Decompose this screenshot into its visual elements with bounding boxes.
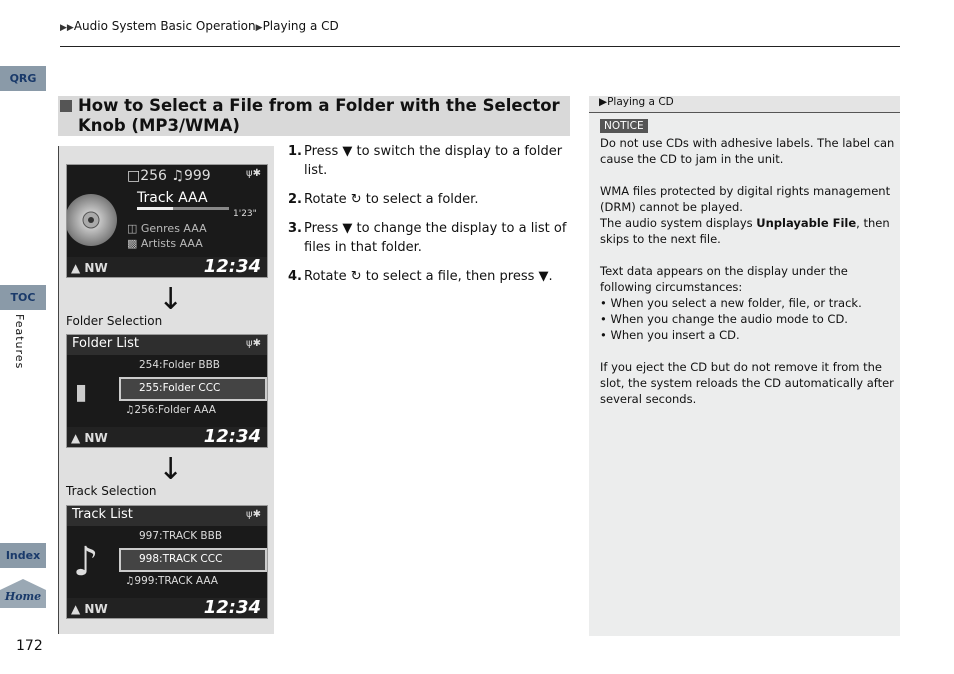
down-arrow-icon: ↓ [158, 452, 184, 487]
step-text: to switch the display to a folder list. [304, 144, 563, 178]
header-rule [60, 46, 900, 47]
notice-badge: NOTICE [600, 119, 648, 133]
track-list-title: Track List [72, 507, 133, 522]
knob-press-icon: ▼ [342, 144, 353, 159]
toc-tab[interactable] [0, 285, 46, 310]
step-text: to select a folder. [361, 192, 479, 207]
display-screen-folder-list [66, 334, 268, 448]
note-text: The audio system displays [600, 216, 757, 230]
step-text: . [548, 269, 553, 284]
compass-direction: ▲ NW [71, 261, 108, 275]
folder-track-count [127, 168, 211, 184]
caption-track-selection: Track Selection [66, 484, 157, 498]
steps-list [288, 142, 578, 296]
list-item-text: 256:Folder AAA [134, 404, 216, 416]
status-bar [67, 257, 267, 277]
display-screen-track-list [66, 505, 268, 619]
index-tab[interactable] [0, 543, 46, 568]
direction-text: NW [84, 602, 108, 616]
step-text: Press [304, 144, 343, 159]
list-item-selected[interactable]: 998:TRACK CCC [139, 553, 223, 565]
list-item-text: 999:TRACK AAA [134, 575, 218, 587]
track-count: 999 [183, 168, 211, 184]
usb-bluetooth-icon: ψ✱ [246, 509, 261, 520]
list-item[interactable] [125, 404, 216, 416]
step-number: 2. [288, 192, 302, 207]
clock: 12:34 [203, 597, 261, 618]
usb-bluetooth-icon: ψ✱ [246, 168, 261, 179]
folder-count: 256 [140, 168, 167, 184]
artist-line [127, 237, 203, 250]
folder-graphic-icon: ▮ [75, 380, 88, 405]
track-time: 1'23" [233, 209, 257, 219]
section-square-icon [60, 100, 72, 112]
knob-rotate-icon: ↻ [350, 269, 362, 284]
step-1 [288, 142, 578, 180]
note-paragraph: Do not use CDs with adhesive labels. The label can cause the CD to jam in the unit. [600, 136, 895, 166]
note-text: , then skips to the next file. [600, 216, 890, 246]
breadcrumb [60, 19, 339, 33]
notes-title: Playing a CD [607, 96, 674, 108]
genre-icon: ◫ [127, 222, 141, 235]
list-item: • When you insert a CD. [600, 327, 895, 343]
genre-line [127, 222, 207, 235]
features-label: Features [13, 314, 26, 370]
page-number: 172 [16, 638, 43, 654]
step-2 [288, 190, 578, 209]
artist-text: Artists AAA [140, 237, 203, 250]
music-note-graphic-icon: ♪ [73, 539, 99, 585]
home-button[interactable] [0, 578, 46, 608]
artist-icon: ▩ [127, 237, 141, 250]
step-text: Rotate [304, 192, 351, 207]
list-item[interactable] [125, 575, 218, 587]
notes-header-text[interactable] [599, 96, 674, 108]
track-title: Track AAA [137, 190, 208, 206]
note-icon: ♫ [171, 168, 184, 184]
direction-text: NW [84, 261, 108, 275]
note-text: WMA files protected by digital rights management (DRM) cannot be played. [600, 184, 891, 214]
knob-press-icon: ▼ [342, 221, 353, 236]
home-label: Home [4, 590, 42, 603]
step-number: 1. [288, 144, 302, 159]
step-text: to change the display to a list of files in that folder. [304, 221, 567, 255]
section-title: How to Select a File from a Folder with the Selector Knob (MP3/WMA) [78, 96, 560, 135]
compass-direction: ▲ NW [71, 431, 108, 445]
index-label: Index [5, 549, 41, 562]
display-screen-track [66, 164, 268, 278]
link-arrow-icon: ▶ [599, 96, 608, 108]
breadcrumb-item-playing-cd[interactable]: Playing a CD [262, 19, 339, 33]
step-text: Press [304, 221, 343, 236]
breadcrumb-separator-icon: ▶ [255, 23, 263, 33]
step-text: to select a file, then press [361, 269, 539, 284]
folder-list-title: Folder List [72, 336, 140, 351]
note-paragraph: Text data appears on the display under the following circumstances: [600, 264, 848, 294]
status-bar [67, 598, 267, 618]
breadcrumb-item-audio-basic[interactable]: Audio System Basic Operation [73, 19, 256, 33]
knob-press-icon: ▼ [538, 269, 549, 284]
clock: 12:34 [203, 426, 261, 447]
list-item: • When you select a new folder, file, or track. [600, 295, 895, 311]
step-text: Rotate [304, 269, 351, 284]
notes-body [600, 135, 895, 423]
step-3 [288, 219, 578, 257]
knob-rotate-icon: ↻ [350, 192, 362, 207]
caption-folder-selection: Folder Selection [66, 314, 163, 328]
toc-label: TOC [10, 291, 36, 304]
status-bar [67, 427, 267, 447]
qrg-label: QRG [9, 72, 37, 85]
note-bold-text: Unplayable File [756, 216, 857, 230]
step-number: 4. [288, 269, 302, 284]
home-icon [0, 578, 46, 608]
note-icon: ♫ [125, 404, 135, 416]
down-arrow-icon: ↓ [158, 282, 184, 317]
list-item[interactable]: 254:Folder BBB [139, 359, 220, 371]
list-item: • When you change the audio mode to CD. [600, 311, 895, 327]
note-paragraph [600, 183, 895, 247]
usb-bluetooth-icon: ψ✱ [246, 338, 261, 349]
clock: 12:34 [203, 256, 261, 277]
step-4 [288, 267, 578, 286]
note-paragraph: If you eject the CD but do not remove it from the slot, the system reloads the CD automatically after several seconds. [600, 360, 894, 406]
list-item-selected[interactable]: 255:Folder CCC [139, 382, 221, 394]
compass-direction: ▲ NW [71, 602, 108, 616]
step-number: 3. [288, 221, 302, 236]
genre-text: Genres AAA [140, 222, 207, 235]
list-item[interactable]: 997:TRACK BBB [139, 530, 223, 542]
direction-text: NW [84, 431, 108, 445]
note-bullet-list [600, 295, 895, 343]
breadcrumb-arrows-icon: ▶▶ [60, 23, 74, 33]
folder-icon: □ [127, 168, 141, 184]
note-icon: ♫ [125, 575, 135, 587]
qrg-tab[interactable] [0, 66, 46, 91]
